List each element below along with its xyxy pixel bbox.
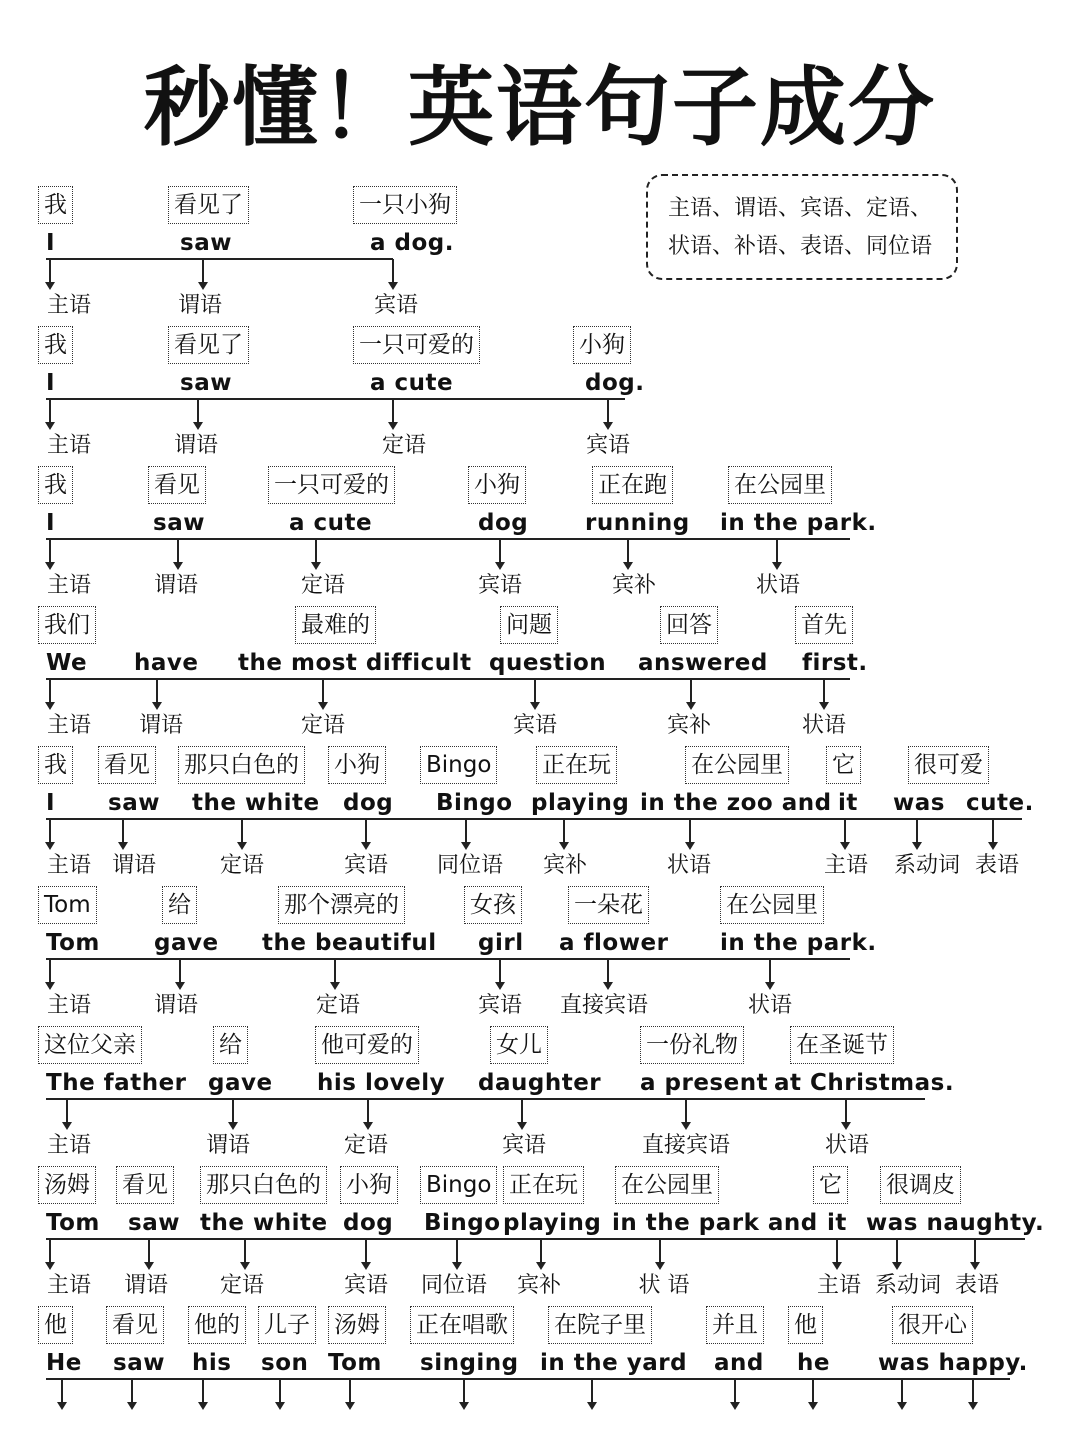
english-phrase: He — [46, 1350, 82, 1376]
grammar-role-label: 主语 — [46, 993, 92, 1018]
down-arrow-icon — [144, 1239, 154, 1270]
english-phrase: running — [585, 510, 690, 536]
down-arrow-icon — [517, 1099, 527, 1130]
english-phrase: a present — [640, 1070, 769, 1096]
english-phrase: was naughty. — [866, 1210, 1045, 1236]
grammar-role-label: 同位语 — [436, 853, 504, 878]
grammar-role-label: 定语 — [300, 573, 346, 598]
sentence-block — [0, 1150, 1080, 1298]
grammar-role-label: 定语 — [219, 853, 265, 878]
down-arrow-icon — [968, 1379, 978, 1410]
grammar-role-label: 主语 — [46, 573, 92, 598]
chinese-gloss-box: 看见 — [148, 466, 206, 504]
chinese-gloss-box: 正在玩 — [536, 746, 617, 784]
down-arrow-icon — [461, 819, 471, 850]
sentence-block — [0, 170, 1080, 318]
chinese-gloss-box: 一只可爱的 — [268, 466, 395, 504]
chinese-gloss-box: 他 — [38, 1306, 73, 1344]
grammar-role-label: 谓语 — [153, 573, 199, 598]
chinese-gloss-box: 正在唱歌 — [410, 1306, 514, 1344]
down-arrow-icon — [536, 1239, 546, 1270]
down-arrow-icon — [193, 399, 203, 430]
grammar-role-label: 宾语 — [477, 993, 523, 1018]
english-phrase: have — [134, 650, 199, 676]
down-arrow-icon — [127, 1379, 137, 1410]
chinese-gloss-box: 他的 — [188, 1306, 246, 1344]
down-arrow-icon — [765, 959, 775, 990]
grammar-role-label: 宾语 — [343, 853, 389, 878]
chinese-gloss-box: 那个漂亮的 — [278, 886, 405, 924]
grammar-role-label: 状语 — [755, 573, 801, 598]
down-arrow-icon — [311, 539, 321, 570]
down-arrow-icon — [730, 1379, 740, 1410]
english-phrase: at Christmas. — [774, 1070, 955, 1096]
grammar-role-label: 宾补 — [666, 713, 712, 738]
chinese-gloss-box: 看见了 — [168, 326, 249, 364]
down-arrow-icon — [228, 1099, 238, 1130]
chinese-gloss-box: 在公园里 — [728, 466, 832, 504]
english-phrase: and — [714, 1350, 764, 1376]
down-arrow-icon — [237, 819, 247, 850]
english-phrase: son — [261, 1350, 309, 1376]
down-arrow-icon — [495, 959, 505, 990]
down-arrow-icon — [685, 819, 695, 850]
chinese-gloss-box: 那只白色的 — [178, 746, 305, 784]
grammar-role-label: 主语 — [46, 853, 92, 878]
chinese-gloss-box: 在公园里 — [685, 746, 789, 784]
down-arrow-icon — [772, 539, 782, 570]
grammar-role-label: 状语 — [666, 853, 712, 878]
grammar-role-label: 宾语 — [373, 293, 419, 318]
chinese-gloss-box: 我 — [38, 466, 73, 504]
sentence-block — [0, 310, 1080, 458]
down-arrow-icon — [45, 259, 55, 290]
down-arrow-icon — [603, 959, 613, 990]
down-arrow-icon — [361, 819, 371, 850]
down-arrow-icon — [361, 1239, 371, 1270]
grammar-role-label: 定语 — [315, 993, 361, 1018]
english-phrase: first. — [802, 650, 868, 676]
chinese-gloss-box: 给 — [162, 886, 197, 924]
chinese-gloss-box: Bingo — [420, 746, 497, 784]
grammar-role-label: 直接宾语 — [641, 1133, 731, 1158]
down-arrow-icon — [345, 1379, 355, 1410]
english-phrase: dog — [343, 790, 394, 816]
down-arrow-icon — [892, 1239, 902, 1270]
english-phrase: gave — [208, 1070, 273, 1096]
down-arrow-icon — [459, 1379, 469, 1410]
chinese-gloss-box: Tom — [38, 886, 97, 924]
down-arrow-icon — [363, 1099, 373, 1130]
grammar-role-label: 谓语 — [153, 993, 199, 1018]
sentence-block — [0, 450, 1080, 598]
chinese-gloss-box: 女儿 — [490, 1026, 548, 1064]
down-arrow-icon — [45, 539, 55, 570]
chinese-gloss-box: 在院子里 — [548, 1306, 652, 1344]
english-phrase: saw — [128, 1210, 180, 1236]
down-arrow-icon — [840, 819, 850, 850]
english-phrase: saw — [108, 790, 160, 816]
down-arrow-icon — [819, 679, 829, 710]
grammar-role-label: 主语 — [46, 713, 92, 738]
english-phrase: dog — [343, 1210, 394, 1236]
english-phrase: playing — [531, 790, 630, 816]
chinese-gloss-box: 小狗 — [328, 746, 386, 784]
english-phrase: dog — [478, 510, 529, 536]
english-phrase: singing — [420, 1350, 519, 1376]
grammar-role-label: 宾语 — [501, 1133, 547, 1158]
chinese-gloss-box: 他可爱的 — [315, 1026, 419, 1064]
grammar-role-label: 主语 — [46, 1273, 92, 1298]
chinese-gloss-box: 它 — [826, 746, 861, 784]
down-arrow-icon — [681, 1099, 691, 1130]
chinese-gloss-box: 正在玩 — [503, 1166, 584, 1204]
grammar-role-label: 宾语 — [343, 1273, 389, 1298]
underline-rule — [46, 1098, 925, 1100]
english-phrase: daughter — [478, 1070, 602, 1096]
down-arrow-icon — [175, 959, 185, 990]
chinese-gloss-box: 汤姆 — [328, 1306, 386, 1344]
grammar-role-label: 状 语 — [638, 1273, 690, 1298]
grammar-role-label: 谓语 — [205, 1133, 251, 1158]
english-phrase: a dog. — [370, 230, 454, 256]
english-phrase: a cute — [289, 510, 373, 536]
chinese-gloss-box: 看见了 — [168, 186, 249, 224]
english-phrase: in the yard — [540, 1350, 688, 1376]
chinese-gloss-box: 我 — [38, 186, 73, 224]
english-phrase: was — [893, 790, 945, 816]
underline-rule — [46, 818, 1022, 820]
chinese-gloss-box: 那只白色的 — [200, 1166, 327, 1204]
english-phrase: Tom — [328, 1350, 382, 1376]
down-arrow-icon — [388, 259, 398, 290]
down-arrow-icon — [655, 1239, 665, 1270]
chinese-gloss-box: 看见 — [106, 1306, 164, 1344]
chinese-gloss-box: 一朵花 — [568, 886, 649, 924]
english-phrase: in the zoo and — [640, 790, 832, 816]
down-arrow-icon — [57, 1379, 67, 1410]
grammar-role-label: 主语 — [46, 1133, 92, 1158]
chinese-gloss-box: 在公园里 — [615, 1166, 719, 1204]
english-phrase: his — [192, 1350, 232, 1376]
down-arrow-icon — [530, 679, 540, 710]
down-arrow-icon — [45, 399, 55, 430]
chinese-gloss-box: 一份礼物 — [640, 1026, 744, 1064]
chinese-gloss-box: 我们 — [38, 606, 96, 644]
down-arrow-icon — [623, 539, 633, 570]
underline-rule — [46, 958, 850, 960]
grammar-role-label: 系动词 — [874, 1273, 942, 1298]
down-arrow-icon — [45, 959, 55, 990]
down-arrow-icon — [388, 399, 398, 430]
sentence-block — [0, 870, 1080, 1018]
chinese-gloss-box: 小狗 — [340, 1166, 398, 1204]
chinese-gloss-box: 很开心 — [892, 1306, 973, 1344]
grammar-role-label: 系动词 — [893, 853, 961, 878]
chinese-gloss-box: 它 — [813, 1166, 848, 1204]
english-phrase: answered — [638, 650, 768, 676]
down-arrow-icon — [832, 1239, 842, 1270]
english-phrase: The father — [46, 1070, 187, 1096]
grammar-role-label: 谓语 — [111, 853, 157, 878]
chinese-gloss-box: 首先 — [795, 606, 853, 644]
english-phrase: the white — [192, 790, 320, 816]
chinese-gloss-box: 正在跑 — [592, 466, 673, 504]
down-arrow-icon — [240, 1239, 250, 1270]
grammar-role-label: 定语 — [300, 713, 346, 738]
down-arrow-icon — [173, 539, 183, 570]
english-phrase: saw — [180, 370, 232, 396]
english-phrase: saw — [180, 230, 232, 256]
down-arrow-icon — [970, 1239, 980, 1270]
underline-rule — [46, 1378, 1010, 1380]
grammar-role-label: 谓语 — [177, 293, 223, 318]
chinese-gloss-box: 我 — [38, 746, 73, 784]
down-arrow-icon — [603, 399, 613, 430]
down-arrow-icon — [330, 959, 340, 990]
grammar-role-label: 主语 — [46, 433, 92, 458]
english-phrase: gave — [154, 930, 219, 956]
legend-line-1: 主语、谓语、宾语、定语、 — [668, 196, 933, 221]
chinese-gloss-box: 最难的 — [295, 606, 376, 644]
english-phrase: the most difficult — [238, 650, 472, 676]
english-phrase: the white — [200, 1210, 328, 1236]
english-phrase: a cute — [370, 370, 454, 396]
english-phrase: saw — [153, 510, 205, 536]
chinese-gloss-box: 回答 — [660, 606, 718, 644]
chinese-gloss-box: 儿子 — [258, 1306, 316, 1344]
grammar-role-label: 直接宾语 — [559, 993, 649, 1018]
chinese-gloss-box: 女孩 — [464, 886, 522, 924]
english-phrase: in the park and — [612, 1210, 818, 1236]
grammar-role-label: 状语 — [824, 1133, 870, 1158]
down-arrow-icon — [45, 819, 55, 850]
down-arrow-icon — [912, 819, 922, 850]
down-arrow-icon — [808, 1379, 818, 1410]
english-phrase: it — [838, 790, 858, 816]
chinese-gloss-box: 小狗 — [573, 326, 631, 364]
english-phrase: question — [489, 650, 607, 676]
down-arrow-icon — [686, 679, 696, 710]
chinese-gloss-box: 这位父亲 — [38, 1026, 142, 1064]
chinese-gloss-box: 很可爱 — [908, 746, 989, 784]
english-phrase: girl — [478, 930, 524, 956]
grammar-role-label: 定语 — [219, 1273, 265, 1298]
grammar-role-label: 宾语 — [585, 433, 631, 458]
chinese-gloss-box: 一只可爱的 — [353, 326, 480, 364]
english-phrase: in the park. — [720, 510, 877, 536]
english-phrase: dog. — [585, 370, 645, 396]
english-phrase: I — [46, 370, 56, 396]
chinese-gloss-box: 给 — [213, 1026, 248, 1064]
down-arrow-icon — [495, 539, 505, 570]
grammar-role-label: 表语 — [954, 1273, 1000, 1298]
grammar-role-label: 状语 — [747, 993, 793, 1018]
down-arrow-icon — [62, 1099, 72, 1130]
english-phrase: was happy. — [878, 1350, 1028, 1376]
chinese-gloss-box: 我 — [38, 326, 73, 364]
english-phrase: saw — [113, 1350, 165, 1376]
grammar-role-label: 主语 — [823, 853, 869, 878]
down-arrow-icon — [45, 679, 55, 710]
sentence-block — [0, 730, 1080, 878]
chinese-gloss-box: 看见 — [116, 1166, 174, 1204]
down-arrow-icon — [118, 819, 128, 850]
grammar-role-label: 定语 — [343, 1133, 389, 1158]
down-arrow-icon — [45, 1239, 55, 1270]
chinese-gloss-box: 很调皮 — [880, 1166, 961, 1204]
english-phrase: I — [46, 790, 56, 816]
english-phrase: We — [46, 650, 88, 676]
chinese-gloss-box: Bingo — [420, 1166, 497, 1204]
grammar-role-label: 宾补 — [516, 1273, 562, 1298]
grammar-role-label: 定语 — [381, 433, 427, 458]
chinese-gloss-box: 在公园里 — [720, 886, 824, 924]
english-phrase: Tom — [46, 930, 100, 956]
english-phrase: his lovely — [317, 1070, 446, 1096]
grammar-role-label: 宾补 — [611, 573, 657, 598]
underline-rule — [46, 678, 850, 680]
grammar-role-label: 主语 — [46, 293, 92, 318]
down-arrow-icon — [318, 679, 328, 710]
chinese-gloss-box: 一只小狗 — [353, 186, 457, 224]
chinese-gloss-box: 他 — [788, 1306, 823, 1344]
down-arrow-icon — [198, 259, 208, 290]
chinese-gloss-box: 看见 — [98, 746, 156, 784]
english-phrase: I — [46, 230, 56, 256]
english-phrase: cute. — [966, 790, 1034, 816]
english-phrase: Bingo — [424, 1210, 501, 1236]
chinese-gloss-box: 汤姆 — [38, 1166, 96, 1204]
grammar-role-label: 主语 — [816, 1273, 862, 1298]
down-arrow-icon — [559, 819, 569, 850]
english-phrase: I — [46, 510, 56, 536]
underline-rule — [46, 398, 625, 400]
chinese-gloss-box: 问题 — [500, 606, 558, 644]
underline-rule — [46, 258, 393, 260]
english-phrase: the beautiful — [262, 930, 437, 956]
english-phrase: he — [797, 1350, 830, 1376]
english-phrase: Tom — [46, 1210, 100, 1236]
sentence-block — [0, 1290, 1080, 1430]
grammar-role-label: 状语 — [801, 713, 847, 738]
down-arrow-icon — [988, 819, 998, 850]
grammar-role-label: 谓语 — [173, 433, 219, 458]
down-arrow-icon — [587, 1379, 597, 1410]
down-arrow-icon — [198, 1379, 208, 1410]
down-arrow-icon — [452, 1239, 462, 1270]
underline-rule — [46, 538, 850, 540]
grammar-role-label: 谓语 — [138, 713, 184, 738]
down-arrow-icon — [275, 1379, 285, 1410]
grammar-role-label: 谓语 — [123, 1273, 169, 1298]
sentence-block — [0, 1010, 1080, 1158]
sentence-block — [0, 590, 1080, 738]
down-arrow-icon — [841, 1099, 851, 1130]
english-phrase: a flower — [559, 930, 669, 956]
grammar-role-label: 宾补 — [542, 853, 588, 878]
grammar-role-label: 宾语 — [512, 713, 558, 738]
grammar-role-label: 表语 — [974, 853, 1020, 878]
legend-line-2: 状语、补语、表语、同位语 — [668, 234, 933, 259]
english-phrase: Bingo — [436, 790, 513, 816]
chinese-gloss-box: 小狗 — [468, 466, 526, 504]
page-title: 秒懂！英语句子成分 — [144, 58, 936, 158]
english-phrase: playing — [503, 1210, 602, 1236]
grammar-role-label: 同位语 — [420, 1273, 488, 1298]
down-arrow-icon — [152, 679, 162, 710]
chinese-gloss-box: 并且 — [706, 1306, 764, 1344]
english-phrase: in the park. — [720, 930, 877, 956]
english-phrase: it — [827, 1210, 847, 1236]
chinese-gloss-box: 在圣诞节 — [790, 1026, 894, 1064]
down-arrow-icon — [897, 1379, 907, 1410]
grammar-role-label: 宾语 — [477, 573, 523, 598]
